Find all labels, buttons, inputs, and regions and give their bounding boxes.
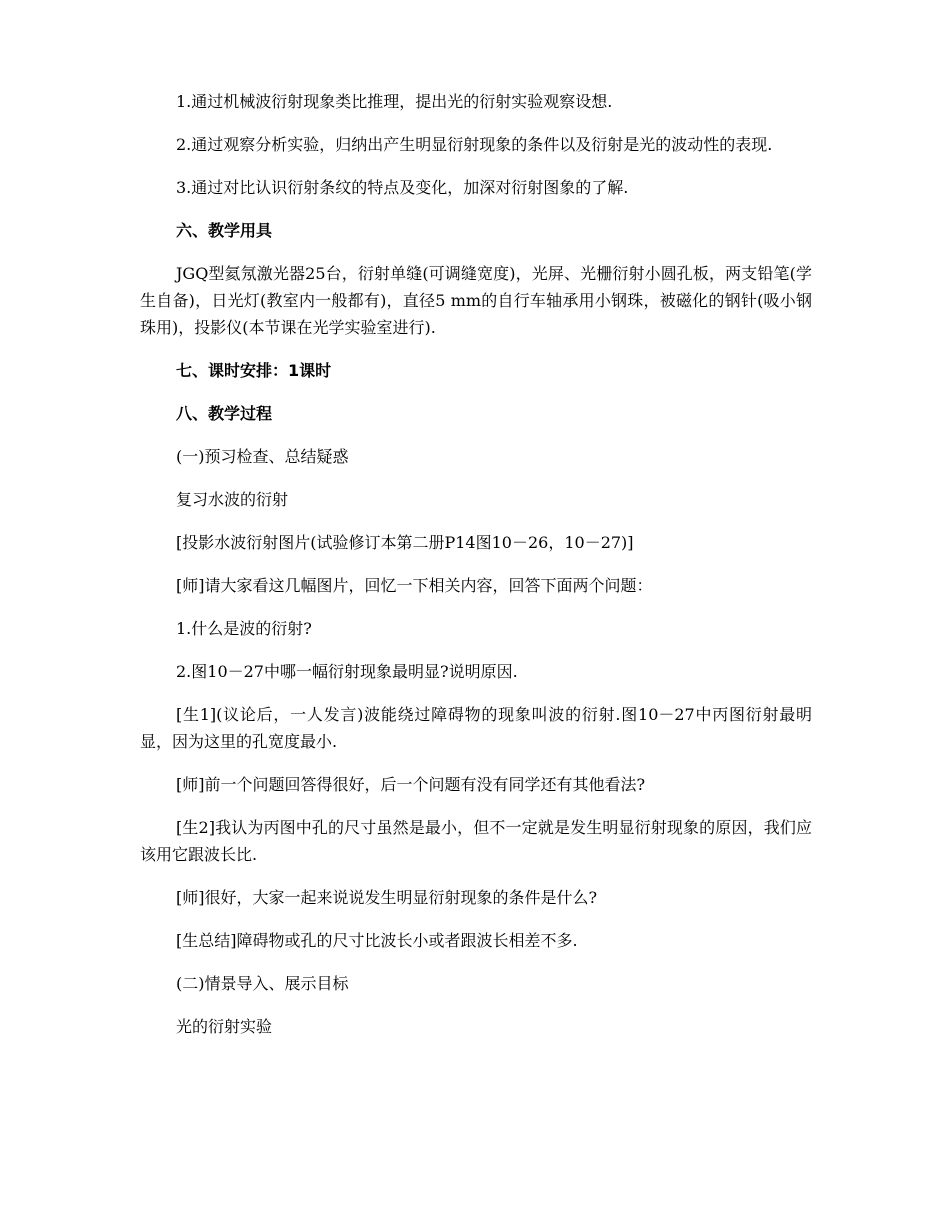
student-summary: [生总结]障碍物或孔的尺寸比波长小或者跟波长相差不多. xyxy=(176,931,578,950)
subsection-1: (一)预习检查、总结疑惑 xyxy=(176,447,349,466)
question-2: 2.图10－27中哪一幅衍射现象最明显?说明原因. xyxy=(176,662,518,681)
experiment-title: 光的衍射实验 xyxy=(176,1017,273,1036)
section-heading-7: 七、课时安排：1课时 xyxy=(176,361,332,380)
tools-paragraph: JGQ型氦氖激光器25台，衍射单缝(可调缝宽度)，光屏、光栅衍射小圆孔板，两支铅笔(学生自备)，日光灯(教室内一般都有)，直径5 mm的自行车轴承用小钢珠，被磁化的钢针(吸小钢珠用)，投影仪(本节课在光学实验室进行). xyxy=(140,264,812,337)
goal-item-2: 2.通过观察分析实验，归纳出产生明显衍射现象的条件以及衍射是光的波动性的表现. xyxy=(176,135,773,154)
projection-note: [投影水波衍射图片(试验修订本第二册P14图10－26，10－27)] xyxy=(176,533,634,552)
teacher-line-2: [师]前一个问题回答得很好，后一个问题有没有同学还有其他看法? xyxy=(176,775,646,794)
student-line-2: [生2]我认为丙图中孔的尺寸虽然是最小，但不一定就是发生明显衍射现象的原因，我们应该用它跟波长比. xyxy=(140,818,812,864)
section-heading-8: 八、教学过程 xyxy=(176,404,273,423)
teacher-line-3: [师]很好，大家一起来说说发生明显衍射现象的条件是什么? xyxy=(176,888,598,907)
goal-item-3: 3.通过对比认识衍射条纹的特点及变化，加深对衍射图象的了解. xyxy=(176,178,629,197)
question-1: 1.什么是波的衍射? xyxy=(176,619,312,638)
teacher-line-1: [师]请大家看这几幅图片，回忆一下相关内容，回答下面两个问题： xyxy=(176,576,653,595)
subsection-2: (二)情景导入、展示目标 xyxy=(176,974,349,993)
goal-item-1: 1.通过机械波衍射现象类比推理，提出光的衍射实验观察设想. xyxy=(176,92,613,111)
review-title: 复习水波的衍射 xyxy=(176,490,289,509)
student-line-1: [生1](议论后，一人发言)波能绕过障碍物的现象叫波的衍射.图10－27中丙图衍射最明显，因为这里的孔宽度最小. xyxy=(140,705,812,751)
document-page xyxy=(140,88,812,1056)
section-heading-6: 六、教学用具 xyxy=(176,221,273,240)
